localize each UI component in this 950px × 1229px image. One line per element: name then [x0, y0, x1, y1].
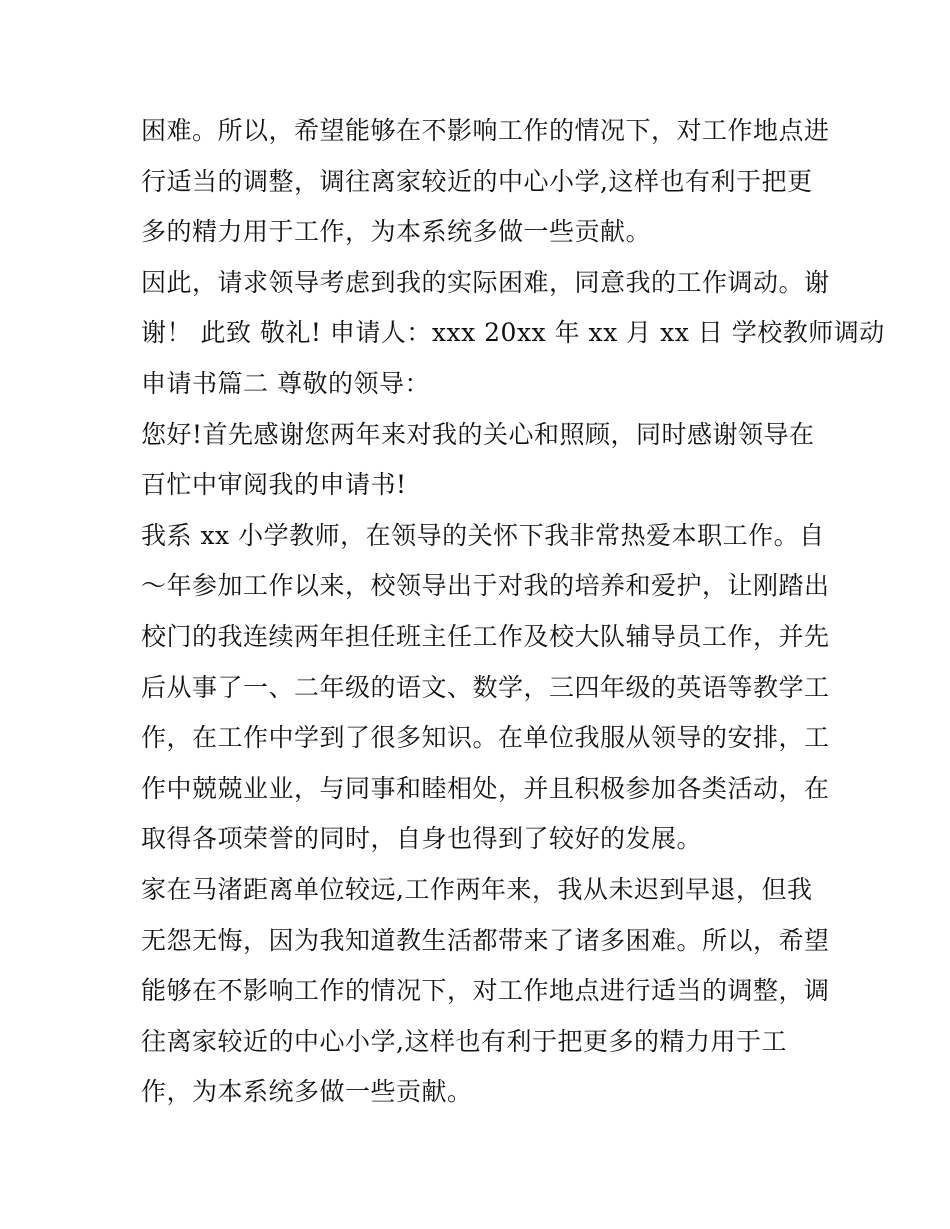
text-line: 无怨无悔，因为我知道教生活都带来了诸多困难。所以，希望 — [141, 925, 830, 955]
text-line: 多的精力用于工作，为本系统多做一些贡献。 — [141, 217, 652, 247]
text-line: 能够在不影响工作的情况下，对工作地点进行适当的调整，调 — [141, 976, 830, 1006]
text-line: 百忙中审阅我的申请书! — [141, 470, 407, 500]
text-line: 作，在工作中学到了很多知识。在单位我服从领导的安排，工 — [141, 723, 830, 753]
text-line: 取得各项荣誉的同时，自身也得到了较好的发展。 — [141, 824, 703, 854]
text-line: 往离家较近的中心小学,这样也有利于把更多的精力用于工 — [141, 1026, 787, 1056]
text-line: 困难。所以，希望能够在不影响工作的情况下，对工作地点进 — [141, 116, 830, 145]
text-line: 后从事了一、二年级的语文、数学，三四年级的英语等教学工 — [141, 672, 830, 702]
text-line: 申请书篇二 尊敬的领导： — [141, 368, 430, 398]
body-text — [141, 106, 885, 1118]
text-line: 因此，请求领导考虑到我的实际困难，同意我的工作调动。谢 — [141, 267, 830, 297]
text-line: 作中兢兢业业，与同事和睦相处，并且积极参加各类活动，在 — [141, 773, 830, 803]
text-line: 我系 xx 小学教师，在领导的关怀下我非常热爱本职工作。自 — [141, 520, 825, 550]
text-line: 家在马渚距离单位较远,工作两年来，我从未迟到早退，但我 — [141, 874, 813, 904]
text-line: 谢！ 此致 敬礼! 申请人：xxx 20xx 年 xx 月 xx 日 学校教师调动 — [141, 318, 885, 348]
text-line: 校门的我连续两年担任班主任工作及校大队辅导员工作，并先 — [141, 621, 830, 651]
text-line: 您好!首先感谢您两年来对我的关心和照顾，同时感谢领导在 — [141, 419, 815, 449]
text-line: 作，为本系统多做一些贡献。 — [141, 1077, 473, 1107]
text-line: ～年参加工作以来，校领导出于对我的培养和爱护，让刚踏出 — [141, 571, 830, 601]
text-line: 行适当的调整，调往离家较近的中心小学,这样也有利于把更 — [141, 166, 813, 196]
